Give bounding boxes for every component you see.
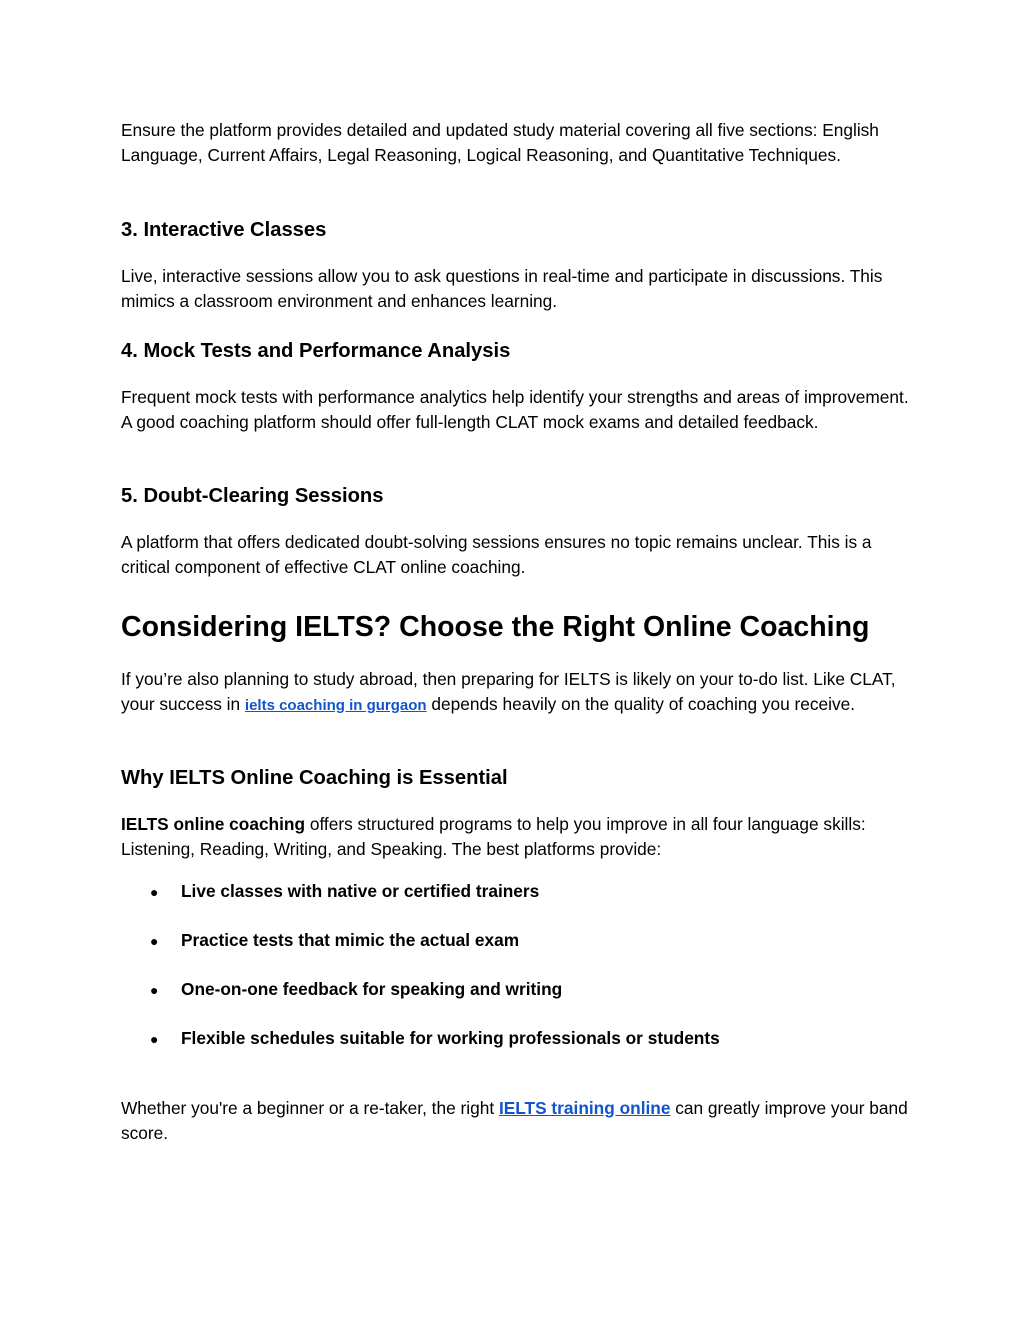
section-5-heading: 5. Doubt-Clearing Sessions <box>121 485 384 507</box>
bullet-icon: ● <box>150 1031 159 1047</box>
ielts-intro-text-start: If you’re also planning to study abroad, then preparing for IELTS is likely on your to-do list. Like CLAT, your success in <box>121 669 896 714</box>
section-4-paragraph: Frequent mock tests with performance analytics help identify your strengths and areas of improvement. A good coaching platform should offer full-length CLAT mock exams and detailed feedback. <box>121 387 909 432</box>
section-4-heading: 4. Mock Tests and Performance Analysis <box>121 340 511 362</box>
closing-text-end: can greatly improve your band score. <box>121 1098 908 1143</box>
list-item <box>121 928 911 977</box>
bullet-icon: ● <box>150 933 159 949</box>
why-ielts-heading: Why IELTS Online Coaching is Essential <box>121 767 508 789</box>
ielts-intro-text-end: depends heavily on the quality of coaching you receive. <box>426 693 856 714</box>
bullet-icon: ● <box>150 982 159 998</box>
list-item-text: Practice tests that mimic the actual exam <box>181 930 520 950</box>
why-ielts-text: offers structured programs to help you improve in all four language skills: Listening, Reading, Writing, and Speaking. The best platforms provide: <box>121 814 866 859</box>
closing-paragraph <box>121 1096 911 1145</box>
list-item <box>121 1026 911 1075</box>
intro-paragraph: Ensure the platform provides detailed and updated study material covering all five sections: English Language, Current Affairs, Legal Reasoning, Logical Reasoning, and Quantitative Techniques. <box>121 120 879 165</box>
bullet-icon: ● <box>150 884 159 900</box>
ielts-intro-paragraph <box>121 667 911 718</box>
closing-text-start: Whether you're a beginner or a re-taker, the right <box>121 1098 499 1118</box>
list-item-text: Flexible schedules suitable for working professionals or students <box>181 1028 720 1048</box>
ielts-benefits-list <box>121 879 911 1075</box>
section-3-heading: 3. Interactive Classes <box>121 219 327 241</box>
list-item <box>121 977 911 1026</box>
list-item-text: Live classes with native or certified trainers <box>181 881 540 901</box>
ielts-training-online-link[interactable]: IELTS training online <box>498 1098 671 1118</box>
section-3-paragraph: Live, interactive sessions allow you to ask questions in real-time and participate in discussions. This mimics a classroom environment and enhances learning. <box>121 266 883 311</box>
list-item-text: One-on-one feedback for speaking and writing <box>181 979 563 999</box>
ielts-section-title: Considering IELTS? Choose the Right Online Coaching <box>121 611 870 643</box>
ielts-online-coaching-bold: IELTS online coaching <box>121 814 306 834</box>
ielts-coaching-gurgaon-link[interactable]: ielts coaching in gurgaon <box>244 696 427 714</box>
why-ielts-paragraph <box>121 812 911 861</box>
list-item <box>121 879 911 928</box>
section-5-paragraph: A platform that offers dedicated doubt-solving sessions ensures no topic remains unclear. This is a critical component of effective CLAT online coaching. <box>121 532 872 577</box>
